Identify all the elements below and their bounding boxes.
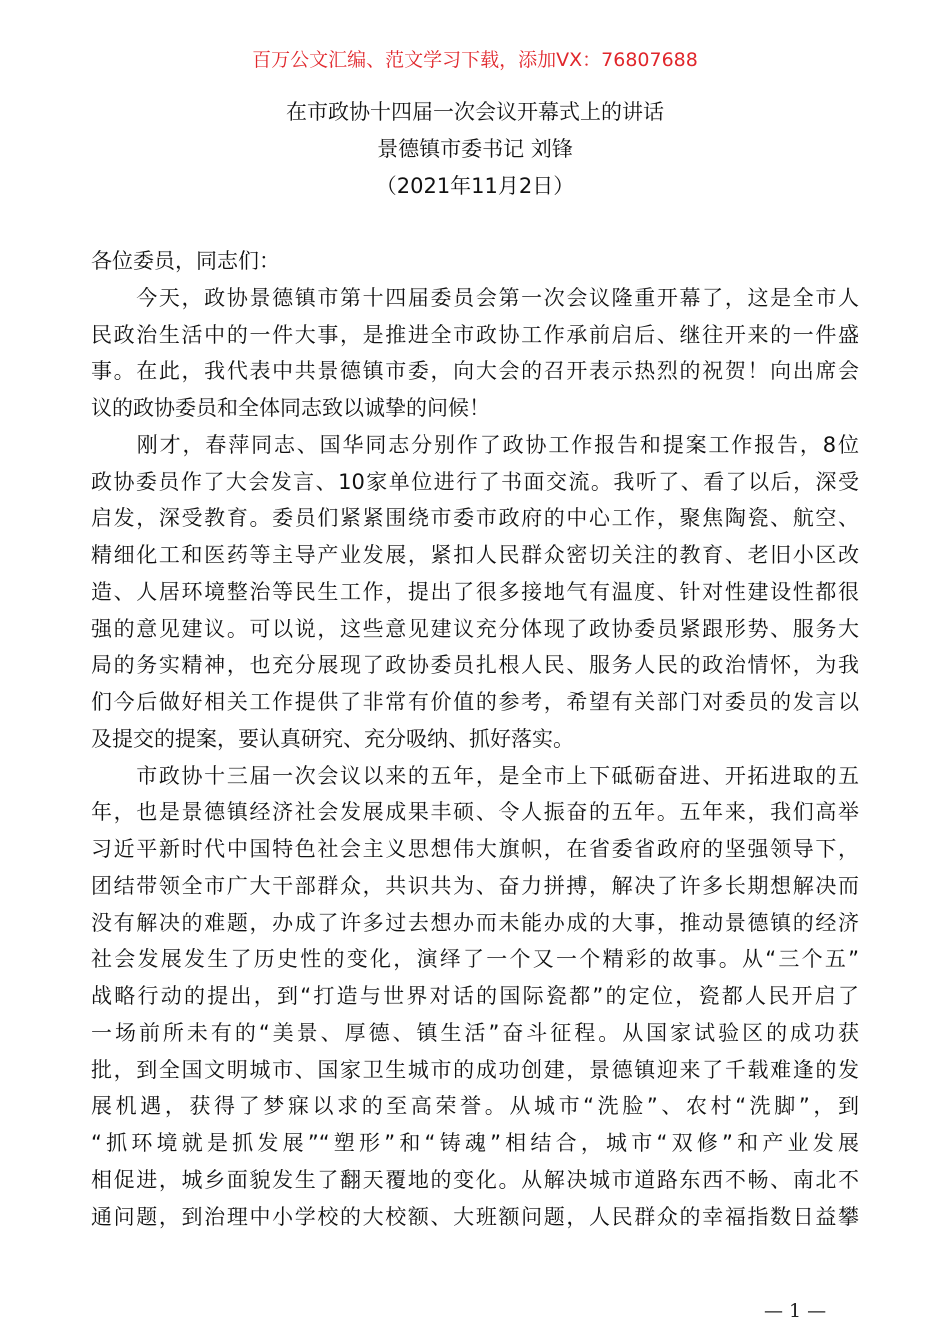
page-number: — 1 — <box>764 1300 827 1322</box>
paragraph-line: 启发，深受教育。委员们紧紧围绕市委市政府的中心工作，聚焦陶瓷、航空、 <box>91 506 859 531</box>
paragraph <box>91 758 859 1236</box>
document-body <box>91 243 859 1235</box>
paragraph-line: 局的务实精神，也充分展现了政协委员扎根人民、服务人民的政治情怀，为我 <box>91 653 859 678</box>
paragraph-line: 没有解决的难题，办成了许多过去想办而未能办成的大事，推动景德镇的经济 <box>91 910 859 935</box>
paragraph <box>91 280 859 427</box>
paragraph-line: 刚才，春萍同志、国华同志分别作了政协工作报告和提案工作报告，8位 <box>91 432 859 457</box>
paragraph-line: 事。在此，我代表中共景德镇市委，向大会的召开表示热烈的祝贺！向出席会 <box>91 359 859 384</box>
paragraph-line: 今天，政协景德镇市第十四届委员会第一次会议隆重开幕了，这是全市人 <box>91 285 859 310</box>
paragraph-line: 批，到全国文明城市、国家卫生城市的成功创建，景德镇迎来了千载难逢的发 <box>91 1057 859 1082</box>
paragraph-line: “抓环境就是抓发展”“塑形”和“铸魂”相结合，城市“双修”和产业发展 <box>91 1131 859 1155</box>
watermark-text: 百万公文汇编、范文学习下载，添加VX：76807688 <box>252 49 698 71</box>
paragraph-line: 团结带领全市广大干部群众，共识共为、奋力拼搏，解决了许多长期想解决而 <box>91 873 859 898</box>
paragraph-line: 一场前所未有的“美景、厚德、镇生活”奋斗征程。从国家试验区的成功获 <box>91 1020 859 1045</box>
paragraph-line: 年，也是景德镇经济社会发展成果丰硕、令人振奋的五年。五年来，我们高举 <box>91 800 859 825</box>
document-date: （2021年11月2日） <box>375 174 575 198</box>
paragraph-line: 社会发展发生了历史性的变化，演绎了一个又一个精彩的故事。从“三个五” <box>91 947 859 972</box>
document-author: 景德镇市委书记 刘锋 <box>377 137 573 161</box>
paragraph-line: 民政治生活中的一件大事，是推进全市政协工作承前启后、继往开来的一件盛 <box>91 322 859 347</box>
paragraph-line: 强的意见建议。可以说，这些意见建议充分体现了政协委员紧跟形势、服务大 <box>91 616 859 641</box>
paragraph-line: 议的政协委员和全体同志致以诚挚的问候！ <box>91 396 490 420</box>
paragraph-line: 及提交的提案，要认真研究、充分吸纳、抓好落实。 <box>91 726 574 751</box>
paragraph-line: 通问题，到治理中小学校的大校额、大班额问题，人民群众的幸福指数日益攀 <box>91 1204 859 1229</box>
paragraph <box>91 427 859 758</box>
document-title: 在市政协十四届一次会议开幕式上的讲话 <box>286 100 664 124</box>
paragraph-line: 政协委员作了大会发言、10家单位进行了书面交流。我听了、看了以后，深受 <box>91 469 859 494</box>
salutation: 各位委员，同志们： <box>91 249 280 273</box>
paragraph-line: 们今后做好相关工作提供了非常有价值的参考，希望有关部门对委员的发言以 <box>91 690 859 714</box>
paragraph-line: 造、人居环境整治等民生工作，提出了很多接地气有温度、针对性建设性都很 <box>91 579 859 604</box>
paragraph-line: 市政协十三届一次会议以来的五年，是全市上下砥砺奋进、开拓进取的五 <box>91 763 859 788</box>
paragraph-line: 战略行动的提出，到“打造与世界对话的国际瓷都”的定位，瓷都人民开启了 <box>91 984 859 1008</box>
paragraph-line: 习近平新时代中国特色社会主义思想伟大旗帜，在省委省政府的坚强领导下， <box>91 837 859 861</box>
paragraph-line: 相促进，城乡面貌发生了翻天覆地的变化。从解决城市道路东西不畅、南北不 <box>91 1167 859 1192</box>
paragraph-line: 精细化工和医药等主导产业发展，紧扣人民群众密切关注的教育、老旧小区改 <box>91 543 859 567</box>
paragraph-line: 展机遇，获得了梦寐以求的至高荣誉。从城市“洗脸”、农村“洗脚”，到 <box>91 1094 859 1119</box>
